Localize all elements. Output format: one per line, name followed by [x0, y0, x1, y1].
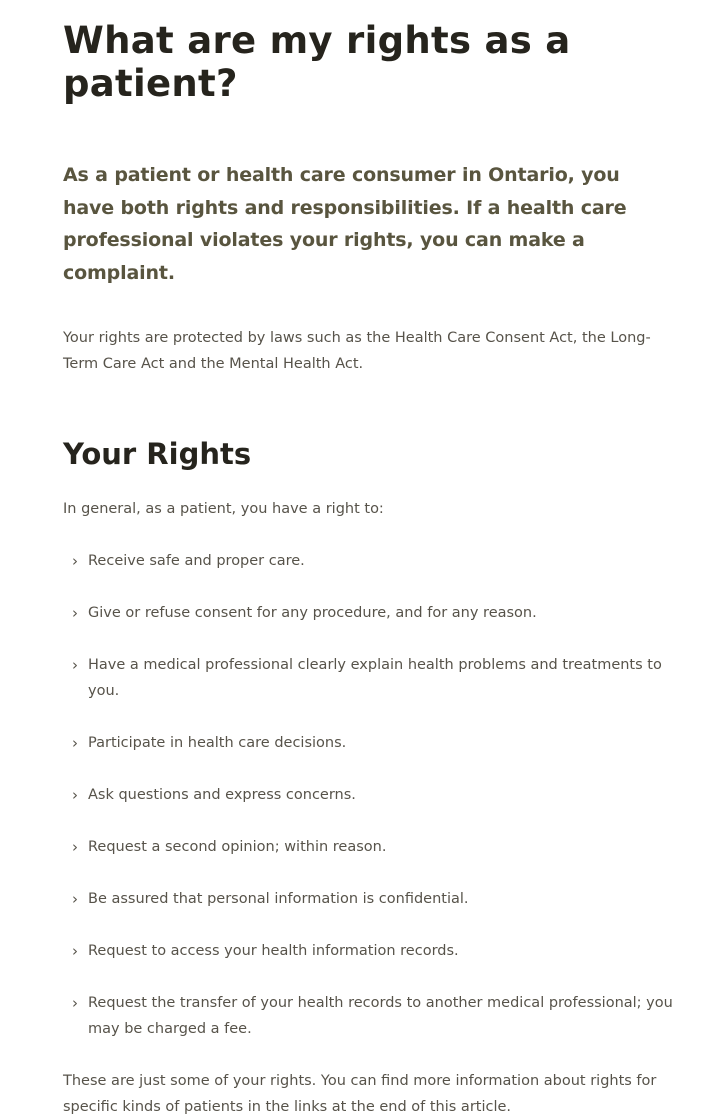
list-item-text: Give or refuse consent for any procedure, and for any reason. — [88, 605, 537, 621]
chevron-right-icon: › — [72, 890, 78, 908]
chevron-right-icon: › — [72, 942, 78, 960]
list-item — [63, 548, 673, 574]
page-title: What are my rights as a patient? — [63, 19, 571, 105]
chevron-right-icon: › — [72, 734, 78, 752]
list-item-text: Have a medical professional clearly explain health problems and treatments to you. — [88, 657, 662, 699]
chevron-right-icon: › — [72, 656, 78, 674]
list-item-text: Request the transfer of your health records to another medical professional; you may be charged a fee. — [88, 995, 673, 1037]
article-content — [63, 0, 673, 1120]
list-item-text: Participate in health care decisions. — [88, 735, 347, 751]
closing-paragraph: These are just some of your rights. You can find more information about rights for specific kinds of patients in the links at the end of this article. — [63, 1073, 657, 1115]
list-item-text: Be assured that personal information is confidential. — [88, 891, 469, 907]
lead-paragraph: As a patient or health care consumer in Ontario, you have both rights and responsibilities. If a health care professional violates your rights, you can make a complaint. — [63, 164, 627, 284]
chevron-right-icon: › — [72, 994, 78, 1012]
list-item-text: Ask questions and express concerns. — [88, 787, 356, 803]
list-item — [63, 886, 673, 912]
chevron-right-icon: › — [72, 786, 78, 804]
intro-paragraph: Your rights are protected by laws such as the Health Care Consent Act, the Long-Term Care Act and the Mental Health Act. — [63, 330, 651, 372]
list-item — [63, 834, 673, 860]
list-item — [63, 652, 673, 704]
list-item-text: Request a second opinion; within reason. — [88, 839, 387, 855]
list-item-text: Request to access your health information records. — [88, 943, 459, 959]
list-item — [63, 938, 673, 964]
list-item — [63, 600, 673, 626]
chevron-right-icon: › — [72, 552, 78, 570]
rights-intro-paragraph: In general, as a patient, you have a right to: — [63, 501, 384, 517]
chevron-right-icon: › — [72, 604, 78, 622]
list-item — [63, 990, 673, 1042]
list-item-text: Receive safe and proper care. — [88, 553, 305, 569]
list-item — [63, 730, 673, 756]
list-item — [63, 782, 673, 808]
rights-list — [63, 522, 673, 1042]
chevron-right-icon: › — [72, 838, 78, 856]
section-heading-your-rights: Your Rights — [63, 437, 252, 471]
